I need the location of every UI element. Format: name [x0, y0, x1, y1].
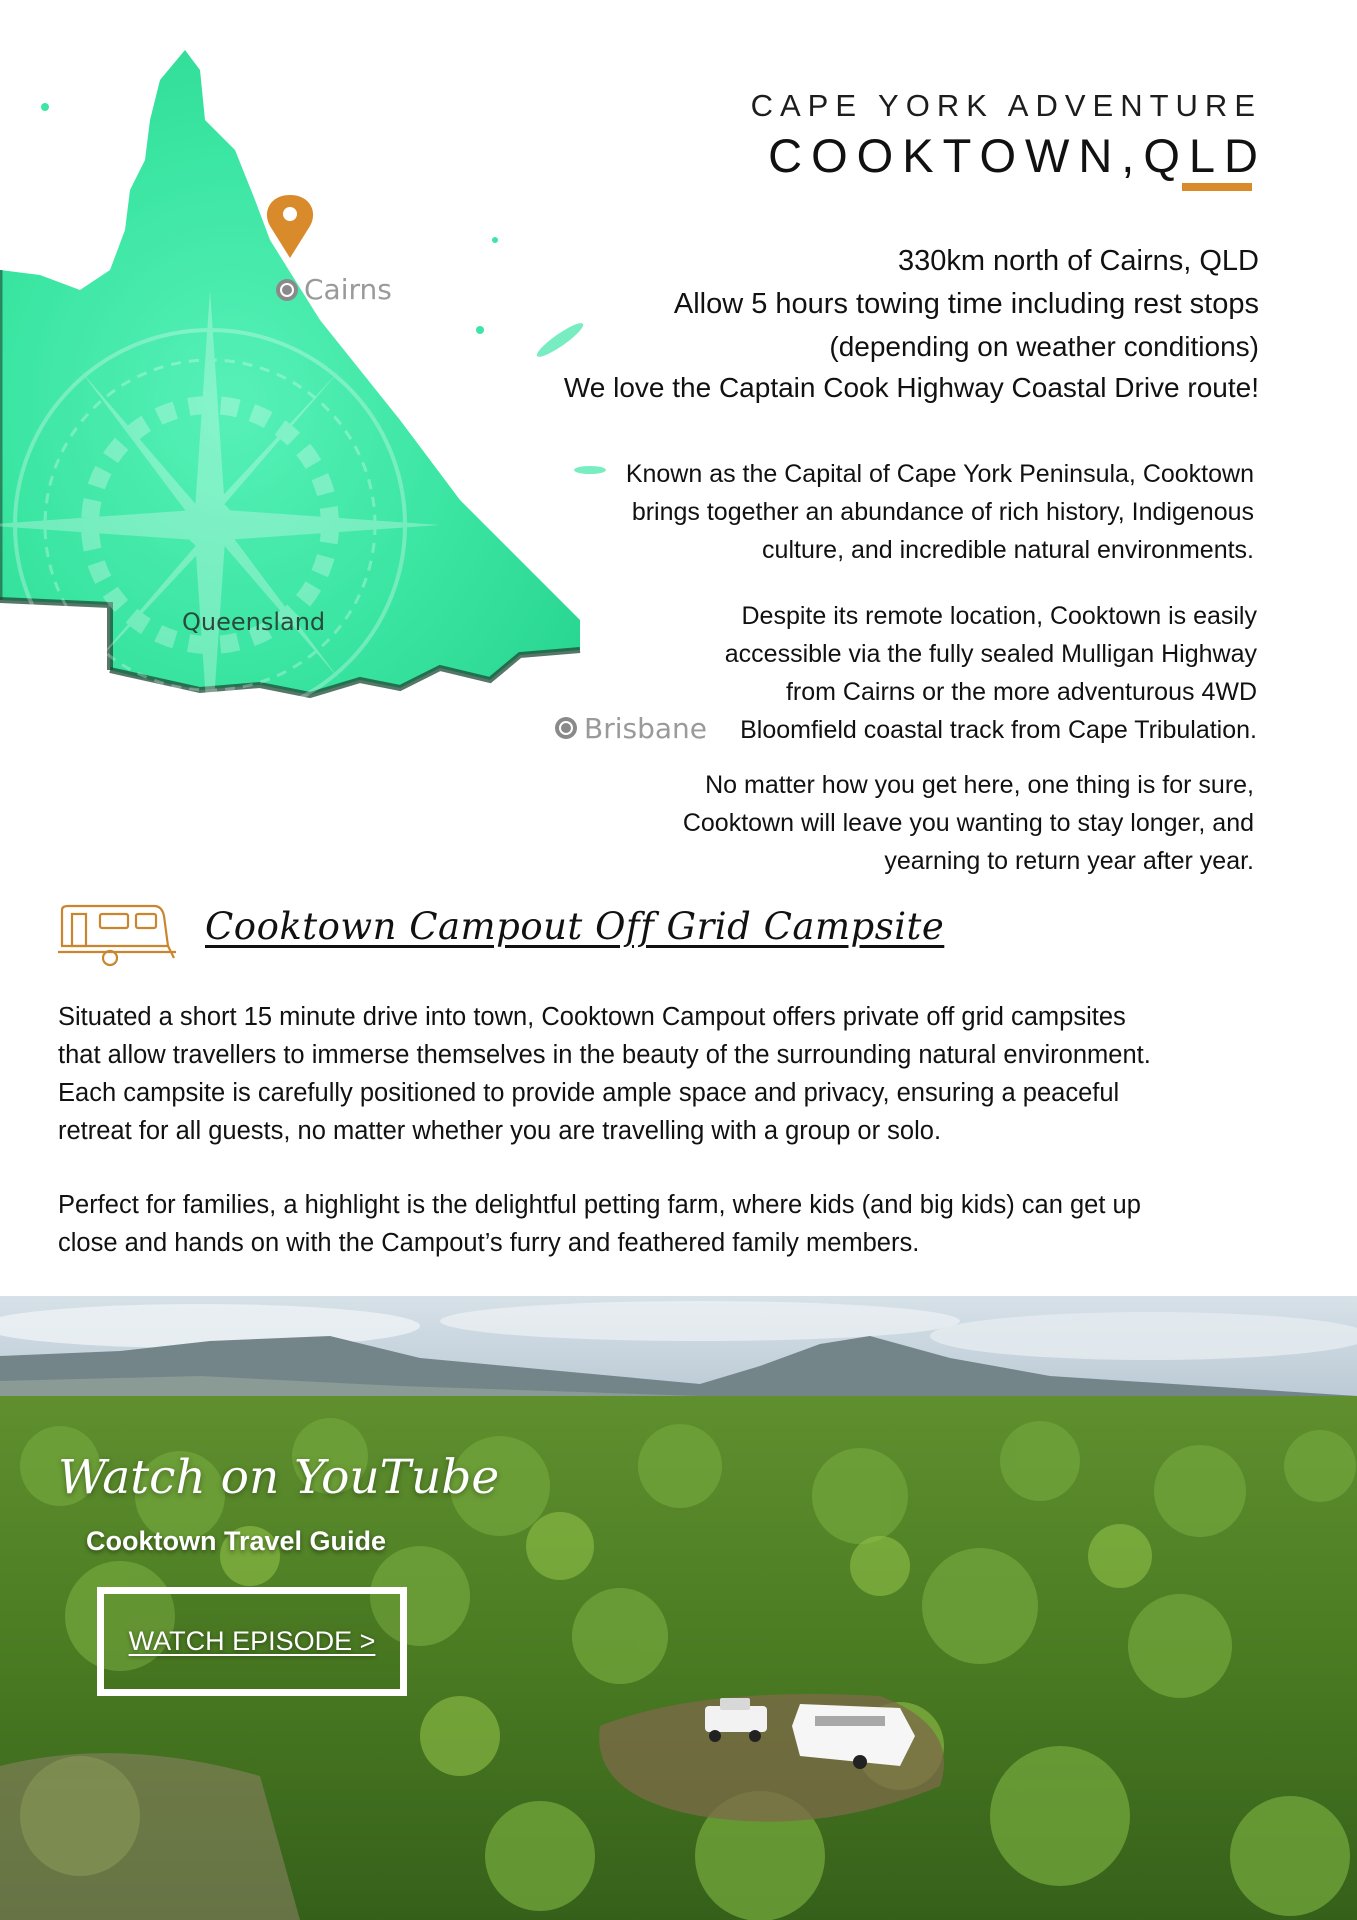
campsite-heading: Cooktown Campout Off Grid Campsite	[205, 905, 945, 948]
city-label-brisbane: Brisbane	[584, 712, 707, 745]
text-line: from Cairns or the more adventurous 4WD	[785, 678, 1257, 706]
header-eyebrow: CAPE YORK ADVENTURE	[750, 88, 1262, 123]
youtube-script-label: Watch on YouTube	[58, 1450, 500, 1505]
text-line: that allow travellers to immerse themselves in the beauty of the surrounding natural environment.	[58, 1041, 1151, 1069]
text-line: Known as the Capital of Cape York Peninsula, Cooktown	[625, 460, 1254, 488]
text-line: retreat for all guests, no matter whether you are travelling with a group or solo.	[58, 1117, 942, 1145]
page-title: COOKTOWN,QLD	[768, 129, 1267, 182]
watch-episode-button[interactable]	[97, 1587, 407, 1696]
text-line: Despite its remote location, Cooktown is easily	[741, 602, 1257, 630]
fact-towing-time: Allow 5 hours towing time including rest stops	[673, 288, 1259, 320]
text-line: culture, and incredible natural environments.	[762, 536, 1254, 564]
closing-paragraph	[683, 766, 1254, 880]
queensland-map	[0, 40, 707, 840]
travel-facts	[564, 240, 1259, 408]
fact-route: We love the Captain Cook Highway Coastal Drive route!	[563, 372, 1259, 403]
video-subtitle: Cooktown Travel Guide	[86, 1526, 387, 1556]
access-paragraph	[725, 597, 1257, 749]
intro-paragraph	[626, 455, 1254, 569]
text-line: accessible via the fully sealed Mulligan Highway	[724, 640, 1257, 668]
fact-weather-note: (depending on weather conditions)	[829, 331, 1259, 362]
text-line: No matter how you get here, one thing is for sure,	[705, 771, 1254, 799]
campsite-paragraph-1	[58, 998, 1308, 1150]
caravan-icon	[58, 902, 176, 968]
text-line: Perfect for families, a highlight is the delightful petting farm, where kids (and big kids) can get up	[58, 1191, 1141, 1219]
brisbane-marker	[555, 712, 707, 745]
text-line: Situated a short 15 minute drive into town, Cooktown Campout offers private off grid campsites	[58, 1003, 1126, 1031]
city-label-cairns: Cairns	[304, 273, 392, 306]
text-line: Cooktown will leave you wanting to stay longer, and	[682, 809, 1254, 837]
text-line: Each campsite is carefully positioned to provide ample space and privacy, ensuring a peaceful	[58, 1079, 1120, 1107]
fact-distance: 330km north of Cairns, QLD	[897, 245, 1259, 277]
title-accent-bar	[1182, 183, 1252, 191]
region-label: Queensland	[182, 608, 326, 636]
watch-episode-label[interactable]: WATCH EPISODE >	[128, 1626, 376, 1656]
campsite-paragraph-2	[58, 1186, 1308, 1262]
text-line: Bloomfield coastal track from Cape Tribulation.	[740, 716, 1257, 744]
text-line: brings together an abundance of rich history, Indigenous	[631, 498, 1254, 526]
text-line: close and hands on with the Campout’s furry and feathered family members.	[58, 1229, 920, 1257]
text-line: yearning to return year after year.	[884, 847, 1254, 875]
